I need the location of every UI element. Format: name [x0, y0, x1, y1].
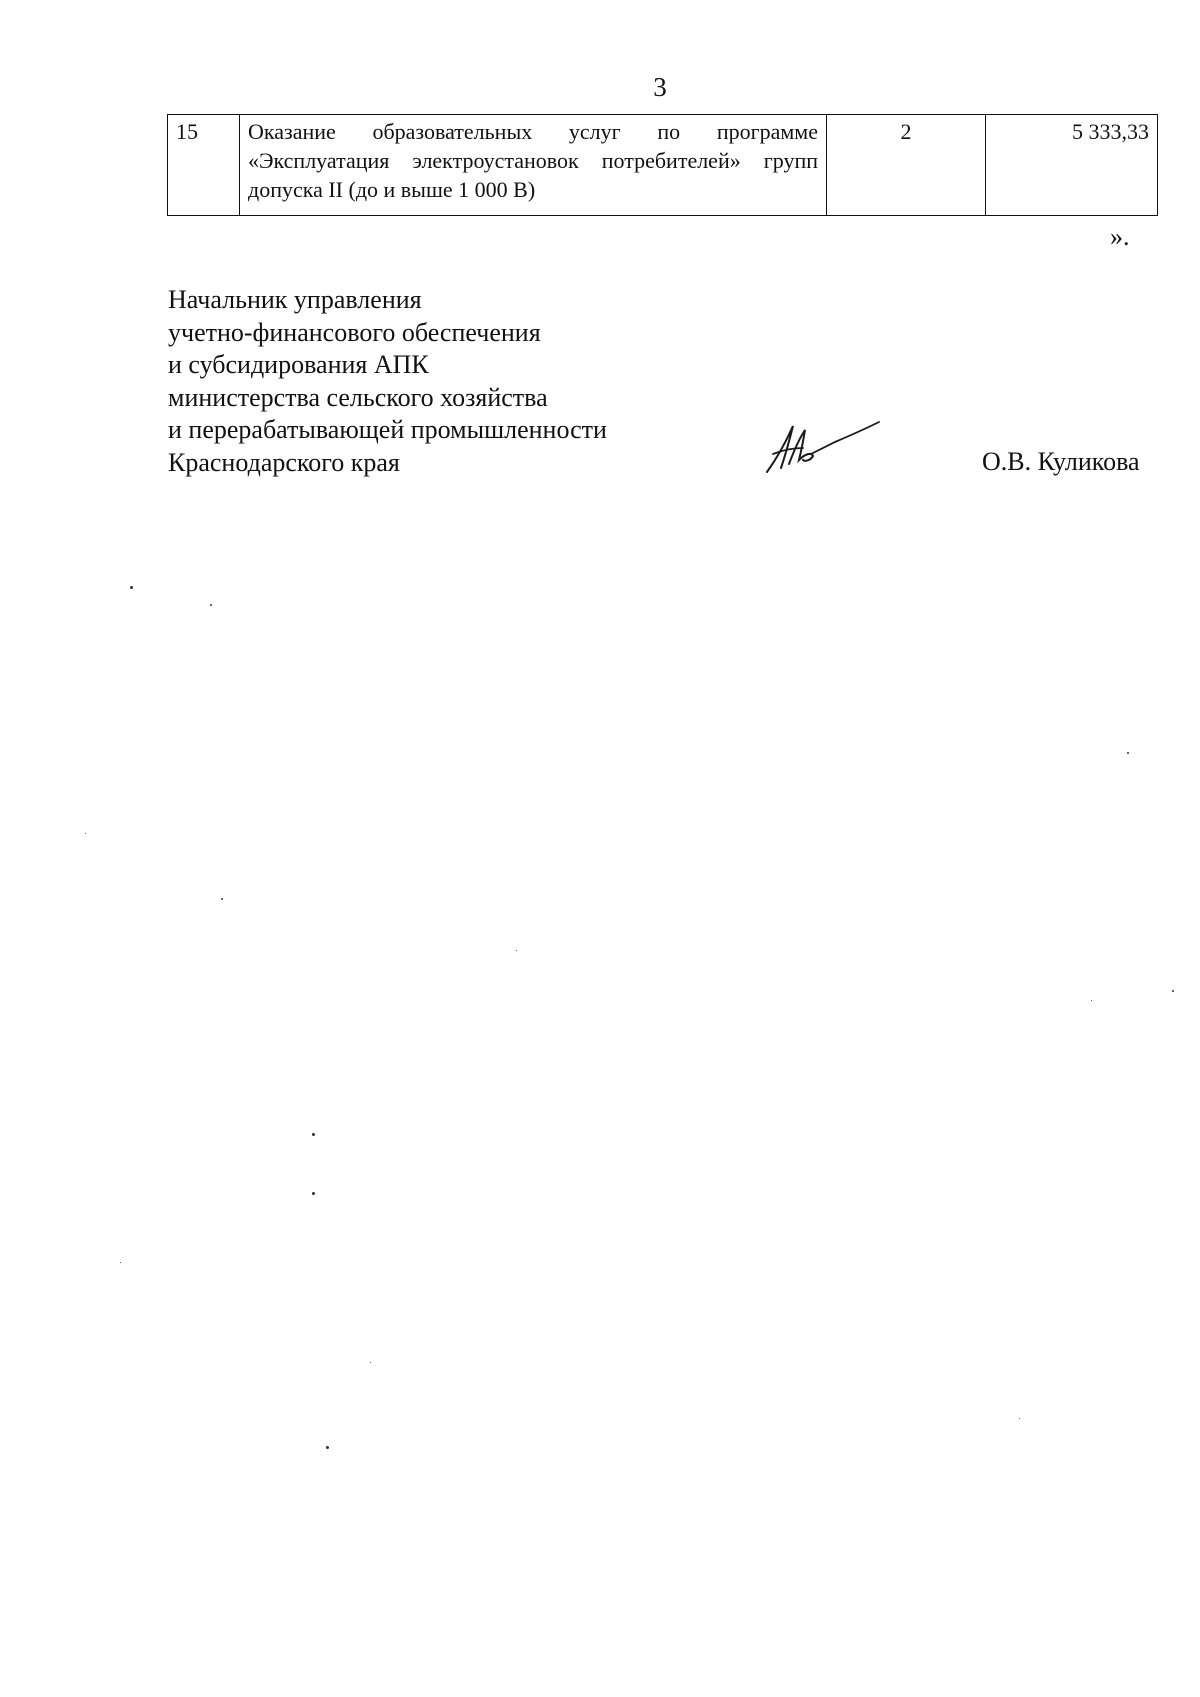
signatory-title-line: учетно-финансового обеспечения — [168, 317, 541, 347]
signatory-title-block — [168, 284, 607, 479]
scan-speck — [1127, 752, 1129, 754]
quantity-cell: 2 — [827, 115, 986, 216]
scan-speck — [326, 1446, 329, 1449]
scan-speck — [221, 898, 223, 900]
table-row — [168, 115, 1158, 216]
scan-speck — [1091, 1000, 1092, 1001]
scan-speck — [1019, 1418, 1020, 1419]
page-number: 3 — [653, 72, 667, 102]
price-cell: 5 333,33 — [986, 115, 1158, 216]
scan-speck — [516, 950, 517, 951]
service-description-cell: Оказание образовательных услуг по программе «Эксплуатация электроустановок потребителей» групп допуска II (до и выше 1 000 В) — [240, 115, 827, 216]
signatory-title-line: и субсидирования АПК — [168, 350, 429, 379]
signatory-title-line: министерства сельского хозяйства — [168, 382, 548, 412]
services-table — [167, 114, 1158, 216]
signer-name: О.В. Куликова — [982, 447, 1140, 476]
signatory-title-line: Краснодарского края — [168, 447, 400, 477]
scan-speck — [312, 1133, 315, 1136]
scan-speck — [370, 1362, 371, 1363]
closing-quote: ». — [1110, 222, 1130, 251]
signatory-title-line: и перерабатывающей промышленности — [168, 415, 607, 444]
signatory-title-line: Начальник управления — [168, 285, 422, 314]
scan-speck — [85, 833, 86, 834]
row-number-cell: 15 — [168, 115, 240, 216]
scan-speck — [210, 604, 212, 606]
scan-speck — [312, 1192, 315, 1195]
scan-speck — [130, 586, 133, 589]
scan-speck — [1172, 990, 1174, 992]
scan-speck — [120, 1262, 121, 1263]
handwritten-signature-icon — [763, 418, 883, 476]
